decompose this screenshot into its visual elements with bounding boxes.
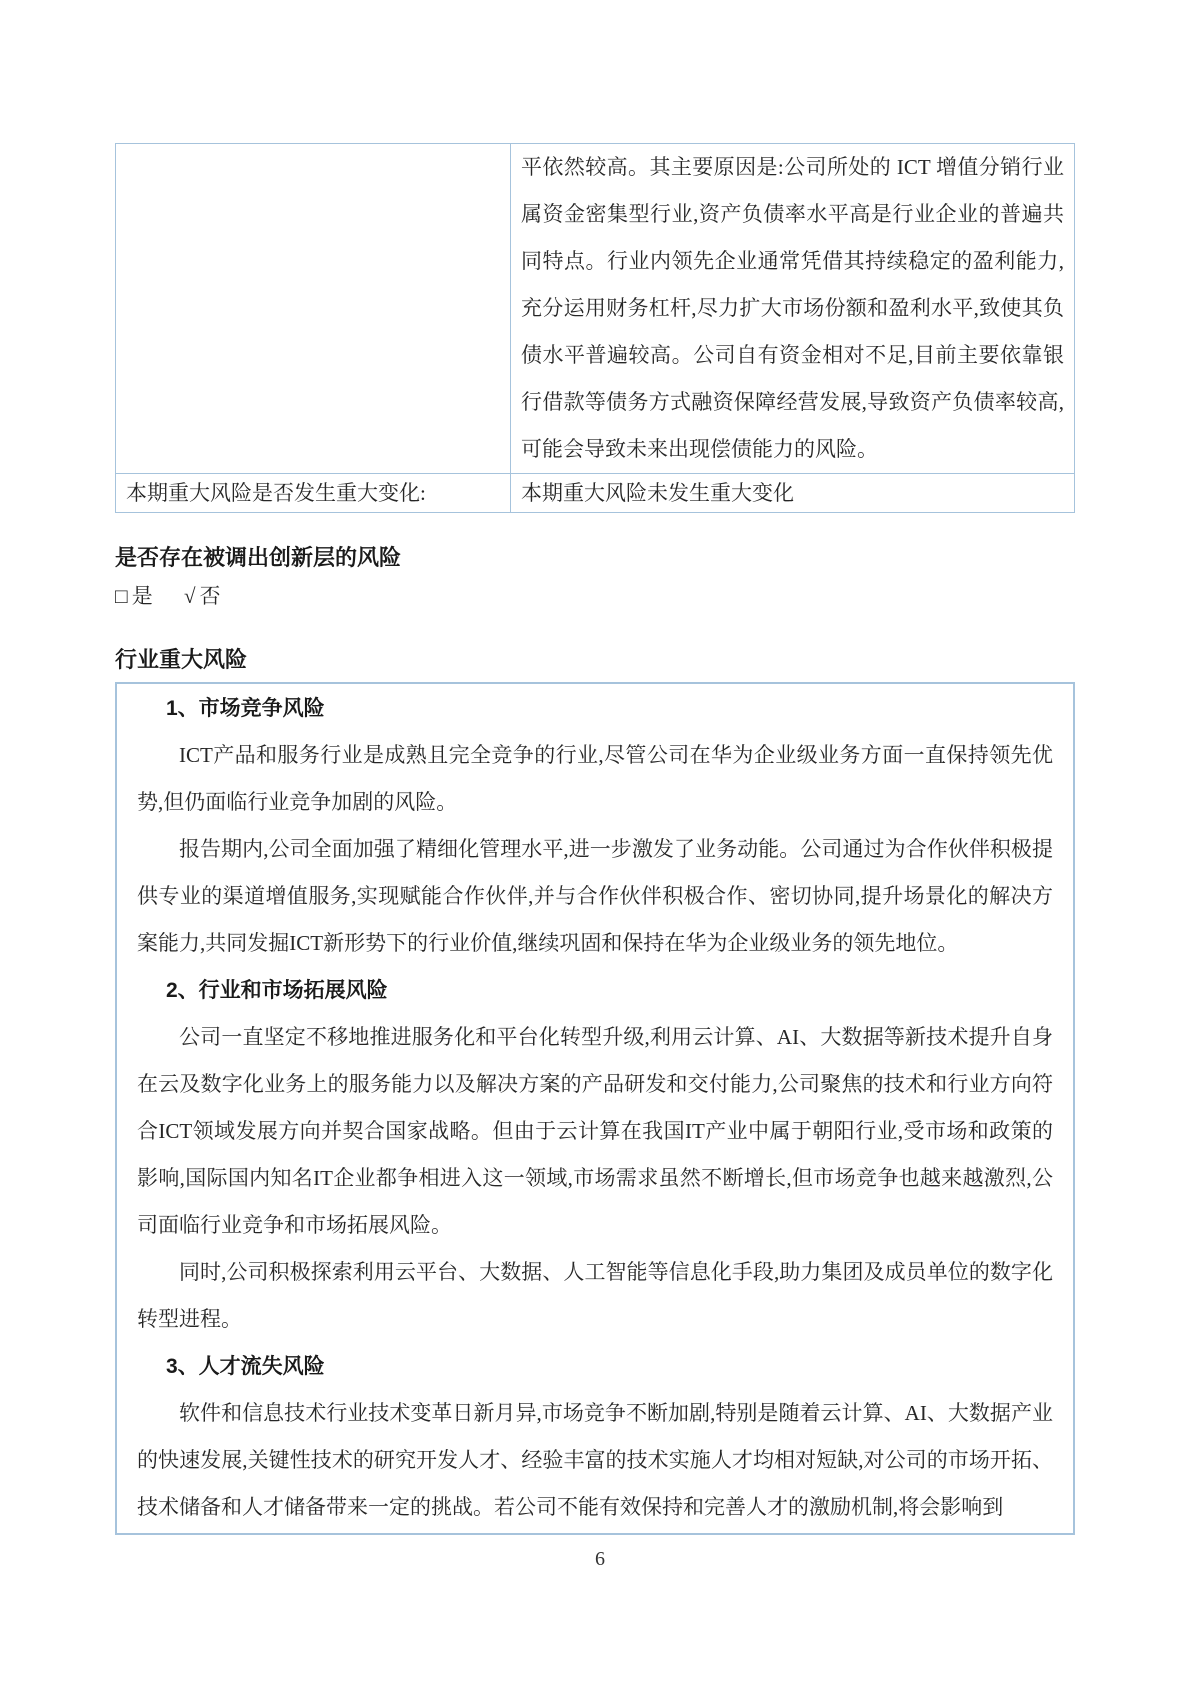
innovation-layer-options — [115, 583, 1075, 609]
risk-paragraph: 公司一直坚定不移地推进服务化和平台化转型升级,利用云计算、AI、大数据等新技术提升自身在云及数字化业务上的服务能力以及解决方案的产品研发和交付能力,公司聚焦的技术和行业方向符合ICT领域发展方向并契合国家战略。但由于云计算在我国IT产业中属于朝阳行业,受市场和政策的影响,国际国内知名IT企业都争相进入这一领域,市场需求虽然不断增长,但市场竞争也越来越激烈,公司面临行业竞争和市场拓展风险。 — [137, 1025, 1053, 1237]
industry-risk-box — [115, 682, 1075, 1535]
risk-description-text: 平依然较高。其主要原因是:公司所处的 ICT 增值分销行业属资金密集型行业,资产负债率水平高是行业企业的普遍共同特点。行业内领先企业通常凭借其持续稳定的盈利能力,充分运用财务杠杆,尽力扩大市场份额和盈利水平,致使其负债水平普遍较高。公司自有资金相对不足,目前主要依靠银行借款等债务方式融资保障经营发展,导致资产负债率较高,可能会导致未来出现偿债能力的风险。 — [521, 155, 1064, 461]
risk-section-title: 3、人才流失风险 — [166, 1355, 325, 1378]
option-no — [184, 584, 221, 608]
option-yes — [115, 584, 153, 608]
document-page — [115, 0, 1075, 1535]
option-no-label: 否 — [199, 584, 221, 608]
risk-paragraph: 软件和信息技术行业技术变革日新月异,市场竞争不断加剧,特别是随着云计算、AI、大数据产业的快速发展,关键性技术的研究开发人才、经验丰富的技术实施人才均相对短缺,对公司的市场开拓、技术储备和人才储备带来一定的挑战。若公司不能有效保持和完善人才的激励机制,将会影响到 — [137, 1401, 1053, 1519]
option-yes-label: 是 — [131, 584, 153, 608]
checkmark-icon: √ — [183, 584, 196, 608]
risk-change-label-cell: 本期重大风险是否发生重大变化: — [116, 474, 511, 513]
risk-paragraph: 报告期内,公司全面加强了精细化管理水平,进一步激发了业务动能。公司通过为合作伙伴积极提供专业的渠道增值服务,实现赋能合作伙伴,并与合作伙伴积极合作、密切协同,提升场景化的解决方案能力,共同发掘ICT新形势下的行业价值,继续巩固和保持在华为企业级业务的领先地位。 — [137, 837, 1053, 955]
table-row — [116, 474, 1075, 513]
industry-major-risk-heading: 行业重大风险 — [115, 647, 248, 672]
risk-section-title: 1、市场竞争风险 — [166, 697, 325, 720]
checkbox-empty-icon: □ — [115, 584, 128, 608]
risk-section-title: 2、行业和市场拓展风险 — [166, 979, 388, 1002]
risk-change-value-cell: 本期重大风险未发生重大变化 — [511, 474, 1075, 513]
risk-paragraph: ICT产品和服务行业是成熟且完全竞争的行业,尽管公司在华为企业级业务方面一直保持领先优势,但仍面临行业竞争加剧的风险。 — [137, 743, 1053, 814]
innovation-layer-risk-heading: 是否存在被调出创新层的风险 — [115, 545, 402, 570]
major-risk-table — [115, 143, 1075, 513]
risk-label-cell-empty — [116, 144, 511, 474]
table-row — [116, 144, 1075, 474]
risk-paragraph: 同时,公司积极探索利用云平台、大数据、人工智能等信息化手段,助力集团及成员单位的数字化转型进程。 — [137, 1260, 1053, 1331]
page-number: 6 — [595, 1548, 605, 1570]
risk-description-cell — [511, 144, 1075, 474]
